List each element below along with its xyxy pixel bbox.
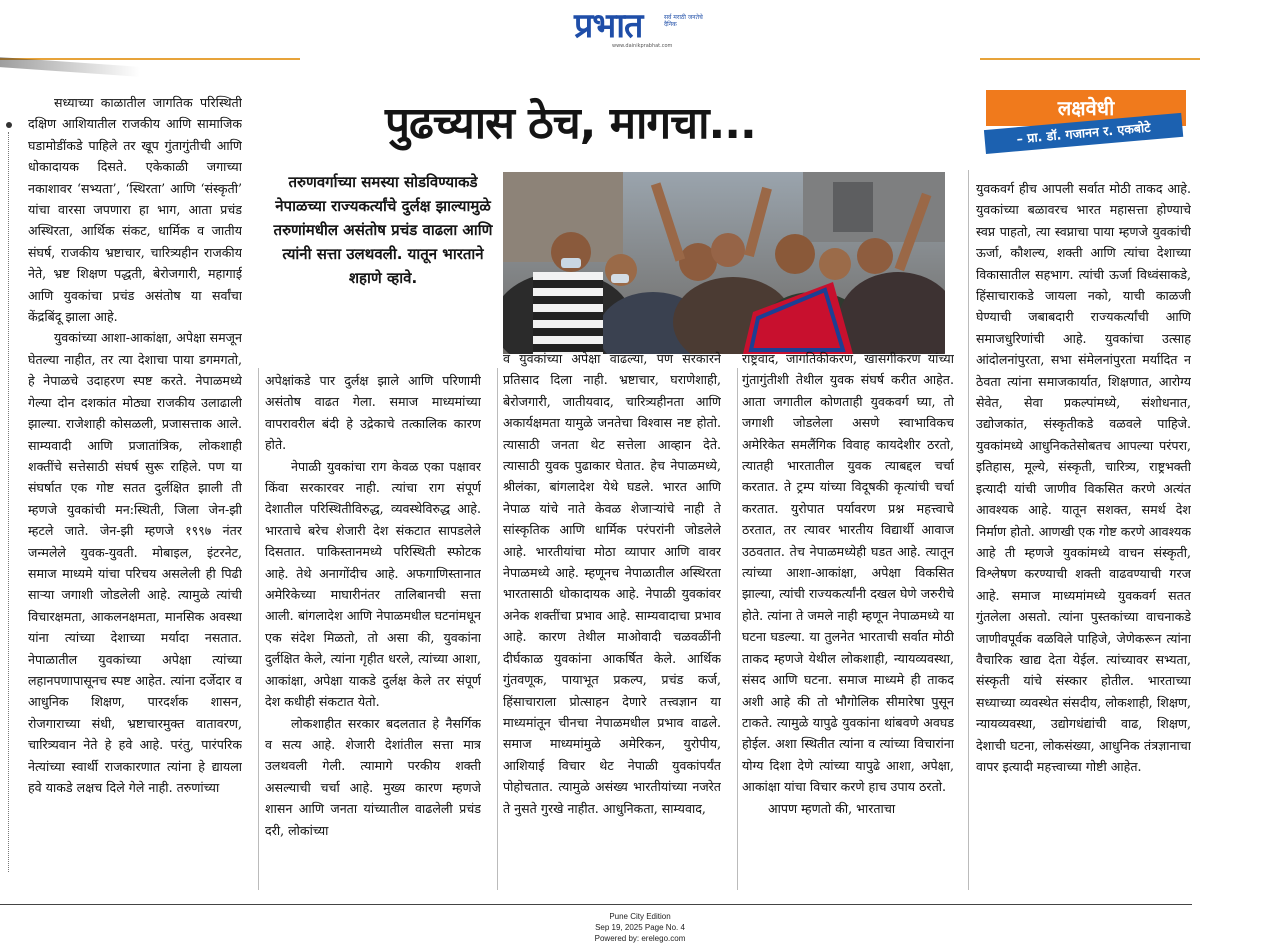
author-byline: – प्रा. डॉ. गजानन र. एकबोटे [984, 113, 1183, 154]
column-separator [737, 368, 738, 890]
paragraph: सध्याच्या काळातील जागतिक परिस्थिती दक्षिण आशियातील राजकीय आणि सामाजिक घडामोडींकडे पाहिले तर खूप गुंतागुंतीची आणि धोकादायक दिसते. एकेकाळी जगाच्या नकाशावर ‘सभ्यता’, ‘स्थिरता’ आणि ‘संस्कृती’ यांचा वारसा जपणारा हा भाग, आता प्रचंड अस्थिरता, आर्थिक संकट, धार्मिक व जातीय संघर्ष, राजकीय भ्रष्टाचार, चारित्र्यहीन राजकीय नेते, भ्रष्ट शिक्षण पद्धती, बेरोजगारी, महागाई आणि युवकांचा प्रचंड असंतोष या सर्वांचा केंद्रबिंदू झाला आहे. [28, 95, 242, 325]
header-rule-right [980, 58, 1200, 60]
newspaper-logo: प्रभात [574, 6, 643, 46]
column-separator [258, 368, 259, 890]
column-separator [497, 368, 498, 890]
footer-edition: Pune City Edition [609, 912, 671, 921]
text-column-1 [28, 92, 242, 890]
text-column-5 [976, 178, 1191, 890]
text-column-2 [265, 370, 481, 890]
masthead [0, 0, 1280, 60]
text-column-4 [742, 348, 954, 890]
paragraph: युवकांच्या आशा-आकांक्षा, अपेक्षा समजून घेतल्या नाहीत, तर त्या देशाचा पाया डगमगतो, हे नेपाळचे उदाहरण स्पष्ट करते. नेपाळमध्ये गेल्या दोन दशकांत मोठ्या राजकीय उलाढाली झाल्या. राजेशाही कोसळली, प्रजासत्ताक आले. साम्यवादी आणि प्रजातांत्रिक, लोकशाही शक्तींचे सत्तेसाठी संघर्ष सुरू राहिले. पण या संघर्षात एक गोष्ट सतत दुर्लक्षित झाली ती म्हणजे युवकांची मन:स्थिती, जिला जेन-झी म्हटले जाते. जेन-झी म्हणजे १९९७ नंतर जन्मलेले युवक-युवती. मोबाइल, इंटरनेट, समाज माध्यमे यांचा परिचय असलेली ही पिढी साऱ्या जगाशी जोडलेली आहे. त्यामुळे त्यांची विचारक्षमता, आकलनक्षमता, मानसिक अवस्था यांना त्यांच्या देशाच्या मर्यादा नसतात. नेपाळातील युवकांच्या अपेक्षा त्यांच्या लहानपणापासूनच स्पष्ट आहेत. त्यांना दर्जेदार व आधुनिक शिक्षण, पारदर्शक शासन, रोजगाराच्या संधी, भ्रष्टाचारमुक्त वातावरण, चारित्र्यवान नेते हे हवे आहे. परंतु, पारंपरिक नेत्यांच्या स्वार्थी राजकारणात त्यांना हे द्यायला हवे याकडे लक्षच दिले गेले नाही. तरुणांच्या [28, 330, 242, 795]
paragraph: अपेक्षांकडे पार दुर्लक्ष झाले आणि परिणामी असंतोष वाढत गेला. समाज माध्यमांच्या वापरावरील बंदी हे उद्रेकाचे तत्कालिक कारण होते. [265, 373, 481, 453]
paragraph: नेपाळी युवकांचा राग केवळ एका पक्षावर किंवा सरकारवर नाही. त्यांचा राग संपूर्ण देशातील परिस्थितीविरुद्ध, व्यवस्थेविरुद्ध आहे. भारताचे बरेच शेजारी देश संकटात सापडलेले दिसतात. पाकिस्तानमध्ये परिस्थिती स्फोटक आहे. तेथे अनागोंदीच आहे. अफगाणिस्तानात अमेरिकेच्या माघारीनंतर तालिबानची सत्ता आली. बांगलादेश आणि नेपाळमधील घटनांमधून एक संदेश मिळतो, तो असा की, युवकांना दुर्लक्षित केले, त्यांना गृहीत धरले, त्यांच्या आशा, आकांक्षा, अपेक्षा याकडे दुर्लक्ष केले तर संपूर्ण देश कधीही संकटात येतो. [265, 458, 481, 710]
paragraph: युवकवर्ग हीच आपली सर्वात मोठी ताकद आहे. युवकांच्या बळावरच भारत महासत्ता होण्याचे स्वप्न पाहतो, त्या स्वप्नाचा पाया म्हणजे युवकांची ऊर्जा, कौशल्य, शक्ती आणि त्यांचा देशाच्या विकासातील सहभाग. त्यांची ऊर्जा विध्वंसाकडे, हिंसाचाराकडे जायला नको, याची काळजी घेण्याची जबाबदारी राज्यकर्त्यांची आणि समाजधुरिणांची आहे. युवकांचा उत्साह आंदोलनांपुरता, सभा संमेलनांपुरता मर्यादित न ठेवता त्यांना समाजकार्यात, शिक्षणात, आरोग्य सेवेत, सेवा प्रकल्पांमध्ये, संशोधनात, उद्योजकांत, संस्कृतीकडे वळवले पाहिजे. युवकांमध्ये आधुनिकतेसोबतच आपल्या परंपरा, इतिहास, मूल्ये, संस्कृती, चारित्र्य, राष्ट्रभक्ती इत्यादी यांची जाणीव विकसित करणे अत्यंत आवश्यक आहे. यातून सशक्त, समर्थ देश निर्माण होतो. आणखी एक गोष्ट करणे आवश्यक आहे ती म्हणजे युवकांमध्ये वाचन संस्कृती, विश्लेषण करण्याची शक्ती वाढवण्याची गरज आहे. समाज माध्यमांमध्ये युवकवर्ग सतत गुंतलेला असतो. त्यांना पुस्तकांच्या वाचनाकडे जाणीवपूर्वक वळविले पाहिजे, जेणेकरून त्यांना वैचारिक खाद्य देता येईल. त्यांच्यावर सभ्यता, संस्कृती यांचे संस्कार होतील. भारताच्या सध्याच्या व्यवस्थेत संसदीय, लोकशाही, शिक्षण, न्यायव्यवस्था, उद्योगधंद्यांची वाढ, शिक्षण, देशाची घटना, लोकसंख्या, आधुनिक तंत्रज्ञानाचा वापर इत्यादी महत्त्वाच्या गोष्टी आहेत. [976, 181, 1191, 774]
logo-tagline: सर्व मराठी जनतेचे दैनिक [664, 14, 703, 28]
column-label-badge: लक्षवेधी [986, 90, 1186, 126]
column-separator [968, 170, 969, 890]
margin-dotted-rule [8, 132, 9, 872]
footer-powered-by[interactable]: Powered by: erelego.com [594, 934, 686, 943]
margin-dot-icon [6, 122, 12, 128]
paragraph: राष्ट्रवाद, जागतिकीकरण, खासगीकरण यांच्या गुंतागुंतीशी तेथील युवक संघर्ष करीत आहेत. आता जगातील कोणताही युवकवर्ग घ्या, तो जगाशी जोडलेला असणे स्वाभाविकच अमेरिकेत समलैंगिक विवाह कायदेशीर ठरतो, त्यातही भारतातील युवक त्याबद्दल चर्चा करतात. ते ट्रम्प यांच्या विदूषकी कृत्यांची चर्चा करतात. युरोपात पर्यावरण प्रश्न महत्त्वाचे ठरतात, तर त्यावर भारतीय विद्यार्थी आवाज उठवतात. तेच नेपाळमध्येही घडत आहे. त्यातून त्यांच्या आशा-आकांक्षा, अपेक्षा विकसित झाल्या, त्यांची राज्यकर्त्यांनी दखल घेणे जरुरीचे होते. त्यांना ते जमले नाही म्हणून नेपाळमध्ये या घटना घडल्या. या तुलनेत भारताची सर्वात मोठी ताकद म्हणजे येथील लोकशाही, न्यायव्यवस्था, संसद आणि घटना. समाज माध्यमे ही ताकद अशी आहे की तो भौगोलिक सीमारेषा पुसून टाकते. त्यामुळे यापुढे युवकांना थांबवणे अवघड होईल. अशा स्थितीत त्यांना व त्यांच्या विचारांना योग्य दिशा देणे त्यांच्या यापुढे आशा, अपेक्षा, आकांक्षा यांचा विचार करणे हाच उपाय ठरतो. [742, 351, 954, 795]
paragraph: लोकशाहीत सरकार बदलतात हे नैसर्गिक व सत्य आहे. शेजारी देशांतील सत्ता मात्र उलथवली गेली. त्यामागे परकीय शक्ती असल्याची चर्चा आहे. मुख्य कारण म्हणजे शासन आणि जनता यांच्यातील वाढलेली प्रचंड दरी, लोकांच्या [265, 715, 481, 838]
protest-photo [503, 172, 945, 354]
page-fold-shadow [0, 57, 140, 77]
text-column-3 [503, 348, 721, 890]
page-footer [560, 911, 720, 944]
footer-rule [0, 904, 1192, 905]
logo-website: www.dainikprabhat.com [612, 43, 673, 49]
article-subheadline: तरुणवर्गाच्या समस्या सोडविण्याकडे नेपाळच्या राज्यकर्त्यांचे दुर्लक्ष झाल्यामुळे तरुणांमधील असंतोष प्रचंड वाढला आणि त्यांनी सत्ता उलथवली. यातून भारताने शहाणे व्हावे. [273, 173, 493, 287]
paragraph: आपण म्हणतो की, भारताचा [768, 800, 896, 816]
footer-date-page: Sep 19, 2025 Page No. 4 [595, 923, 685, 932]
paragraph: व युवकांच्या अपेक्षा वाढल्या, पण सरकारने प्रतिसाद दिला नाही. भ्रष्टाचार, घराणेशाही, बेरोजगारी, जातीयवाद, चारित्र्यहीनता आणि अकार्यक्षमता यामुळे जनतेचा विश्वास नष्ट होतो. त्यासाठी जनता थेट सत्तेला आव्हान देते. त्यासाठी युवक पुढाकार घेतात. हेच नेपाळमध्ये, श्रीलंका, बांगलादेश येथे घडले. भारत आणि नेपाळ यांचे नाते केवळ शेजाऱ्यांचे नाही ते सांस्कृतिक आणि धार्मिक परंपरांनी जोडलेले आहे. भारतीयांचा मोठा व्यापार आणि वावर नेपाळमध्ये आहे. म्हणूनच नेपाळातील अस्थिरता भारतासाठी धोकादायक आहे. नेपाळी युवकांवर अनेक शक्तींचा प्रभाव आहे. साम्यवादाचा प्रभाव आहे. कारण तेथील माओवादी चळवळींनी दीर्घकाळ युवकांना आकर्षित केले. आर्थिक गुंतवणूक, पायाभूत प्रकल्प, प्रचंड कर्ज, हिंसाचाराला प्रोत्साहन देणारे तत्त्वज्ञान या माध्यमांतून चीनचा नेपाळमधील प्रभाव वाढले. समाज माध्यमांमुळे अमेरिकन, युरोपीय, आशियाई विचार थेट नेपाळी युवकांपर्यंत पोहोचतात. त्यामुळे असंख्य भारतीयांच्या नजरेत ते नुसते गुरखे नाहीत. आधुनिकता, साम्यवाद, [503, 351, 721, 816]
article-headline: पुढच्यास ठेच, मागचा... [385, 98, 756, 149]
